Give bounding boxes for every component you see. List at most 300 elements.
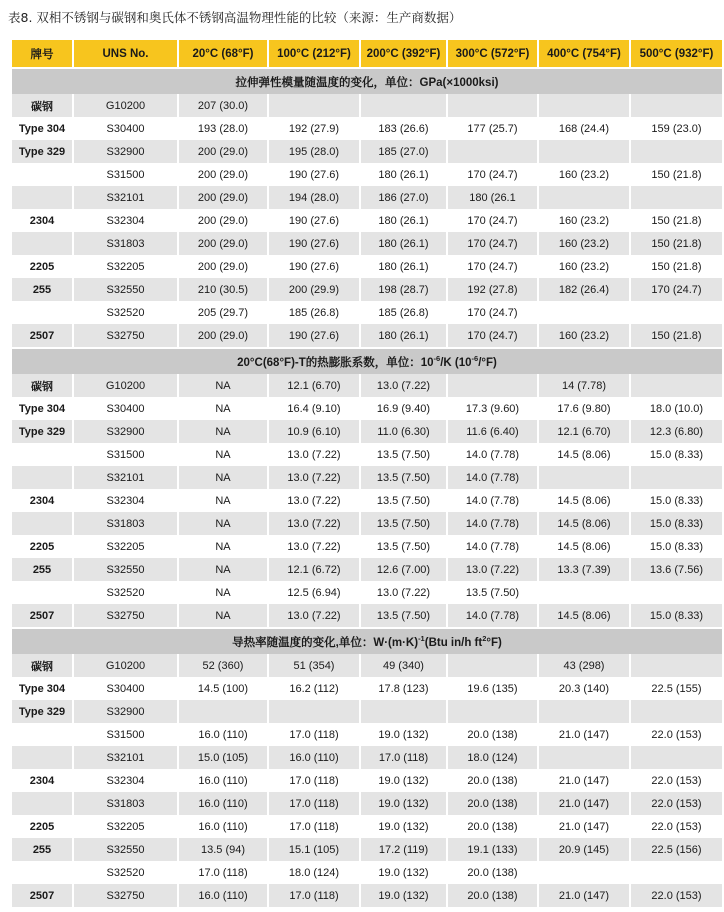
value-cell: 19.0 (132) [361,884,448,907]
table-row [12,861,722,884]
value-cell: 150 (21.8) [631,255,722,278]
value-cell: 17.0 (118) [361,746,448,769]
value-cell [539,466,631,489]
grade-cell: 2304 [12,769,74,792]
table-row [12,255,722,278]
value-cell: 15.1 (105) [269,838,361,861]
value-cell: 180 (26.1 [448,186,539,209]
table-row [12,420,722,443]
value-cell: 200 (29.0) [179,255,269,278]
grade-cell: Type 329 [12,140,74,163]
table-row [12,838,722,861]
value-cell: 200 (29.0) [179,324,269,347]
value-cell: 22.0 (153) [631,769,722,792]
value-cell: 182 (26.4) [539,278,631,301]
value-cell [269,700,361,723]
grade-cell [12,301,74,324]
value-cell: 16.4 (9.10) [269,397,361,420]
value-cell [631,140,722,163]
section-title-part: 20°C(68°F)-T的热膨胀系数，单位：10 [237,356,434,369]
grade-cell: 2507 [12,604,74,627]
header-20c: 20°C (68°F) [179,40,269,67]
value-cell: 200 (29.0) [179,140,269,163]
grade-cell: 2507 [12,884,74,907]
grade-cell [12,723,74,746]
value-cell: 21.0 (147) [539,884,631,907]
value-cell [631,700,722,723]
value-cell [361,700,448,723]
value-cell: 20.3 (140) [539,677,631,700]
section-title-part: -6 [433,353,441,363]
value-cell: 13.5 (7.50) [361,443,448,466]
section-title-part: °F) [486,636,502,649]
value-cell: 14.0 (7.78) [448,466,539,489]
value-cell: 14.0 (7.78) [448,489,539,512]
value-cell: 185 (26.8) [361,301,448,324]
value-cell: 22.5 (156) [631,838,722,861]
value-cell [448,654,539,677]
value-cell: 190 (27.6) [269,232,361,255]
value-cell [448,94,539,117]
value-cell: 207 (30.0) [179,94,269,117]
value-cell [269,94,361,117]
uns-cell: S32205 [74,815,179,838]
value-cell: 160 (23.2) [539,209,631,232]
grade-cell [12,443,74,466]
value-cell: 14.5 (8.06) [539,489,631,512]
value-cell: 14.0 (7.78) [448,535,539,558]
value-cell: 186 (27.0) [361,186,448,209]
value-cell: 177 (25.7) [448,117,539,140]
value-cell [448,700,539,723]
value-cell: 17.6 (9.80) [539,397,631,420]
table-row [12,232,722,255]
table-row [12,558,722,581]
value-cell: 20.0 (138) [448,815,539,838]
value-cell: 198 (28.7) [361,278,448,301]
value-cell: 190 (27.6) [269,209,361,232]
value-cell: 14.0 (7.78) [448,512,539,535]
uns-cell: S32101 [74,746,179,769]
value-cell [631,94,722,117]
value-cell: 13.0 (7.22) [269,443,361,466]
value-cell: 12.3 (6.80) [631,420,722,443]
value-cell: 150 (21.8) [631,209,722,232]
value-cell: 150 (21.8) [631,324,722,347]
value-cell: 13.0 (7.22) [269,489,361,512]
value-cell: 12.1 (6.70) [539,420,631,443]
table-row [12,604,722,627]
table-row [12,581,722,604]
grade-cell [12,163,74,186]
value-cell: 150 (21.8) [631,163,722,186]
grade-cell [12,581,74,604]
value-cell: 170 (24.7) [448,255,539,278]
value-cell: 52 (360) [179,654,269,677]
grade-cell [12,466,74,489]
value-cell: 19.0 (132) [361,861,448,884]
uns-cell: S32520 [74,861,179,884]
value-cell: 14.5 (8.06) [539,535,631,558]
value-cell: 15.0 (105) [179,746,269,769]
value-cell: NA [179,535,269,558]
section-title-part: /°F) [478,356,497,369]
value-cell [539,140,631,163]
value-cell [539,186,631,209]
value-cell: 190 (27.6) [269,163,361,186]
value-cell: 13.5 (7.50) [361,535,448,558]
uns-cell: S31803 [74,512,179,535]
section-title [12,67,722,94]
value-cell: 11.0 (6.30) [361,420,448,443]
table-row [12,746,722,769]
value-cell: 17.0 (118) [269,769,361,792]
grade-cell: Type 304 [12,117,74,140]
section-title-part: -6 [471,353,479,363]
value-cell: 12.5 (6.94) [269,581,361,604]
value-cell: 14.5 (100) [179,677,269,700]
uns-cell: S32101 [74,186,179,209]
value-cell: 159 (23.0) [631,117,722,140]
uns-cell: S31803 [74,232,179,255]
table-row [12,700,722,723]
section-header-row [12,347,722,374]
uns-cell: S31500 [74,723,179,746]
value-cell: 51 (354) [269,654,361,677]
table-row [12,535,722,558]
value-cell: 200 (29.0) [179,163,269,186]
value-cell [179,700,269,723]
value-cell: 20.0 (138) [448,861,539,884]
value-cell: 12.1 (6.72) [269,558,361,581]
value-cell: 14.5 (8.06) [539,604,631,627]
header-uns: UNS No. [74,40,179,67]
value-cell: 11.6 (6.40) [448,420,539,443]
uns-cell: S32750 [74,884,179,907]
value-cell: 14.5 (8.06) [539,443,631,466]
value-cell: 170 (24.7) [448,232,539,255]
value-cell: NA [179,581,269,604]
uns-cell: S32304 [74,769,179,792]
value-cell: 183 (26.6) [361,117,448,140]
grade-cell [12,746,74,769]
value-cell [539,301,631,324]
value-cell: 205 (29.7) [179,301,269,324]
table-row [12,466,722,489]
table-row [12,209,722,232]
value-cell: 13.5 (7.50) [448,581,539,604]
value-cell [631,186,722,209]
value-cell [539,861,631,884]
value-cell: 160 (23.2) [539,324,631,347]
value-cell: 13.3 (7.39) [539,558,631,581]
value-cell: 12.1 (6.70) [269,374,361,397]
value-cell: 160 (23.2) [539,232,631,255]
properties-table [12,40,722,907]
value-cell [631,466,722,489]
value-cell: NA [179,604,269,627]
value-cell [631,301,722,324]
section-title-part: 拉伸弹性模量随温度的变化，单位：GPa(×1000ksi) [235,76,499,89]
value-cell: 20.0 (138) [448,769,539,792]
uns-cell: S32900 [74,700,179,723]
value-cell: 192 (27.9) [269,117,361,140]
value-cell: 17.0 (118) [269,792,361,815]
value-cell: 13.0 (7.22) [269,604,361,627]
value-cell: 13.0 (7.22) [269,535,361,558]
value-cell [631,861,722,884]
value-cell: 16.0 (110) [179,815,269,838]
value-cell: 150 (21.8) [631,232,722,255]
grade-cell: 255 [12,558,74,581]
uns-cell: S32304 [74,209,179,232]
value-cell: 20.0 (138) [448,884,539,907]
table-row [12,186,722,209]
table-row [12,815,722,838]
value-cell: 17.3 (9.60) [448,397,539,420]
value-cell: 15.0 (8.33) [631,443,722,466]
value-cell: 13.0 (7.22) [448,558,539,581]
value-cell: 19.6 (135) [448,677,539,700]
value-cell: 16.9 (9.40) [361,397,448,420]
uns-cell: S32520 [74,581,179,604]
uns-cell: S32550 [74,838,179,861]
value-cell: 14 (7.78) [539,374,631,397]
table-row [12,769,722,792]
value-cell: 17.0 (118) [269,884,361,907]
grade-cell [12,232,74,255]
table-row [12,140,722,163]
value-cell: 13.5 (7.50) [361,604,448,627]
table-row [12,512,722,535]
grade-cell: Type 304 [12,397,74,420]
value-cell: 13.0 (7.22) [361,374,448,397]
value-cell: NA [179,512,269,535]
value-cell: 195 (28.0) [269,140,361,163]
value-cell: 170 (24.7) [448,163,539,186]
value-cell: 22.0 (153) [631,723,722,746]
value-cell: 21.0 (147) [539,769,631,792]
table-body [12,67,722,907]
value-cell: 19.0 (132) [361,815,448,838]
value-cell: NA [179,397,269,420]
table-row [12,489,722,512]
value-cell [539,94,631,117]
value-cell: NA [179,420,269,443]
value-cell: 20.0 (138) [448,792,539,815]
value-cell: 200 (29.0) [179,232,269,255]
value-cell: 17.0 (118) [269,815,361,838]
value-cell: 14.0 (7.78) [448,604,539,627]
value-cell: 18.0 (10.0) [631,397,722,420]
value-cell: 19.0 (132) [361,792,448,815]
header-grade: 牌号 [12,40,74,67]
table-row [12,654,722,677]
value-cell: 194 (28.0) [269,186,361,209]
value-cell: 14.5 (8.06) [539,512,631,535]
value-cell: 17.0 (118) [179,861,269,884]
value-cell: NA [179,466,269,489]
value-cell: 18.0 (124) [448,746,539,769]
value-cell [631,746,722,769]
value-cell: 170 (24.7) [448,301,539,324]
uns-cell: S31803 [74,792,179,815]
table-row [12,443,722,466]
value-cell: 13.5 (7.50) [361,466,448,489]
value-cell: 20.0 (138) [448,723,539,746]
value-cell: 21.0 (147) [539,815,631,838]
grade-cell [12,512,74,535]
value-cell: 22.0 (153) [631,792,722,815]
value-cell: 13.0 (7.22) [361,581,448,604]
value-cell: 16.0 (110) [179,723,269,746]
uns-cell: S32750 [74,604,179,627]
value-cell: 190 (27.6) [269,255,361,278]
value-cell: 16.0 (110) [179,769,269,792]
value-cell: 14.0 (7.78) [448,443,539,466]
grade-cell: 255 [12,278,74,301]
value-cell: 17.2 (119) [361,838,448,861]
value-cell [448,140,539,163]
value-cell: 20.9 (145) [539,838,631,861]
header-300c: 300°C (572°F) [448,40,539,67]
section-title [12,347,722,374]
value-cell: 13.5 (94) [179,838,269,861]
value-cell: 21.0 (147) [539,723,631,746]
header-400c: 400°C (754°F) [539,40,631,67]
value-cell [631,654,722,677]
table-row [12,324,722,347]
value-cell: NA [179,443,269,466]
grade-cell: 2205 [12,255,74,278]
value-cell: 15.0 (8.33) [631,512,722,535]
value-cell: 180 (26.1) [361,163,448,186]
value-cell [539,581,631,604]
value-cell: 170 (24.7) [631,278,722,301]
table-row [12,117,722,140]
grade-cell: 2304 [12,489,74,512]
grade-cell: Type 304 [12,677,74,700]
value-cell: 170 (24.7) [448,209,539,232]
table-row [12,397,722,420]
value-cell: 10.9 (6.10) [269,420,361,443]
table-row [12,301,722,324]
table-row [12,278,722,301]
value-cell: 210 (30.5) [179,278,269,301]
value-cell: 13.6 (7.56) [631,558,722,581]
value-cell [539,700,631,723]
value-cell [631,581,722,604]
table-row [12,94,722,117]
value-cell: 180 (26.1) [361,209,448,232]
value-cell: 168 (24.4) [539,117,631,140]
value-cell: 180 (26.1) [361,232,448,255]
table-row [12,792,722,815]
uns-cell: G10200 [74,94,179,117]
value-cell: 16.2 (112) [269,677,361,700]
value-cell: 185 (27.0) [361,140,448,163]
section-header-row [12,627,722,654]
table-row [12,723,722,746]
value-cell: 17.8 (123) [361,677,448,700]
grade-cell: 碳钢 [12,94,74,117]
value-cell: 22.0 (153) [631,815,722,838]
header-100c: 100°C (212°F) [269,40,361,67]
value-cell: 21.0 (147) [539,792,631,815]
value-cell: NA [179,489,269,512]
grade-cell: 2304 [12,209,74,232]
value-cell: 17.0 (118) [269,723,361,746]
uns-cell: S32900 [74,140,179,163]
value-cell: 13.5 (7.50) [361,512,448,535]
uns-cell: S31500 [74,443,179,466]
section-title-part: 导热率随温度的变化,单位：W·(m·K) [232,636,419,649]
header-500c: 500°C (932°F) [631,40,722,67]
value-cell: 160 (23.2) [539,163,631,186]
header-row [12,40,722,67]
value-cell [539,746,631,769]
value-cell: 43 (298) [539,654,631,677]
value-cell: 180 (26.1) [361,255,448,278]
value-cell: 180 (26.1) [361,324,448,347]
header-200c: 200°C (392°F) [361,40,448,67]
uns-cell: S32304 [74,489,179,512]
value-cell [361,94,448,117]
uns-cell: S31500 [74,163,179,186]
value-cell: 15.0 (8.33) [631,489,722,512]
value-cell: 200 (29.0) [179,186,269,209]
uns-cell: S32520 [74,301,179,324]
value-cell: 22.0 (153) [631,884,722,907]
grade-cell: 2507 [12,324,74,347]
value-cell: 22.5 (155) [631,677,722,700]
value-cell: 19.0 (132) [361,723,448,746]
value-cell: 13.5 (7.50) [361,489,448,512]
value-cell: 16.0 (110) [269,746,361,769]
value-cell [631,374,722,397]
grade-cell [12,792,74,815]
uns-cell: G10200 [74,374,179,397]
section-title-part: -1 [418,633,425,643]
grade-cell: 2205 [12,815,74,838]
grade-cell: 碳钢 [12,374,74,397]
section-header-row [12,67,722,94]
section-title [12,627,722,654]
grade-cell: 2205 [12,535,74,558]
value-cell: 15.0 (8.33) [631,535,722,558]
value-cell: NA [179,374,269,397]
value-cell: 13.0 (7.22) [269,512,361,535]
uns-cell: G10200 [74,654,179,677]
grade-cell: Type 329 [12,700,74,723]
value-cell [448,374,539,397]
value-cell: 193 (28.0) [179,117,269,140]
value-cell: 16.0 (110) [179,884,269,907]
value-cell: 12.6 (7.00) [361,558,448,581]
value-cell: 15.0 (8.33) [631,604,722,627]
value-cell: 19.0 (132) [361,769,448,792]
value-cell: 200 (29.9) [269,278,361,301]
section-title-part: 2 [482,633,487,643]
uns-cell: S30400 [74,117,179,140]
uns-cell: S32550 [74,278,179,301]
value-cell: 49 (340) [361,654,448,677]
grade-cell: Type 329 [12,420,74,443]
grade-cell: 碳钢 [12,654,74,677]
uns-cell: S32205 [74,255,179,278]
section-title-part: (Btu in/h ft [424,636,483,649]
uns-cell: S32101 [74,466,179,489]
